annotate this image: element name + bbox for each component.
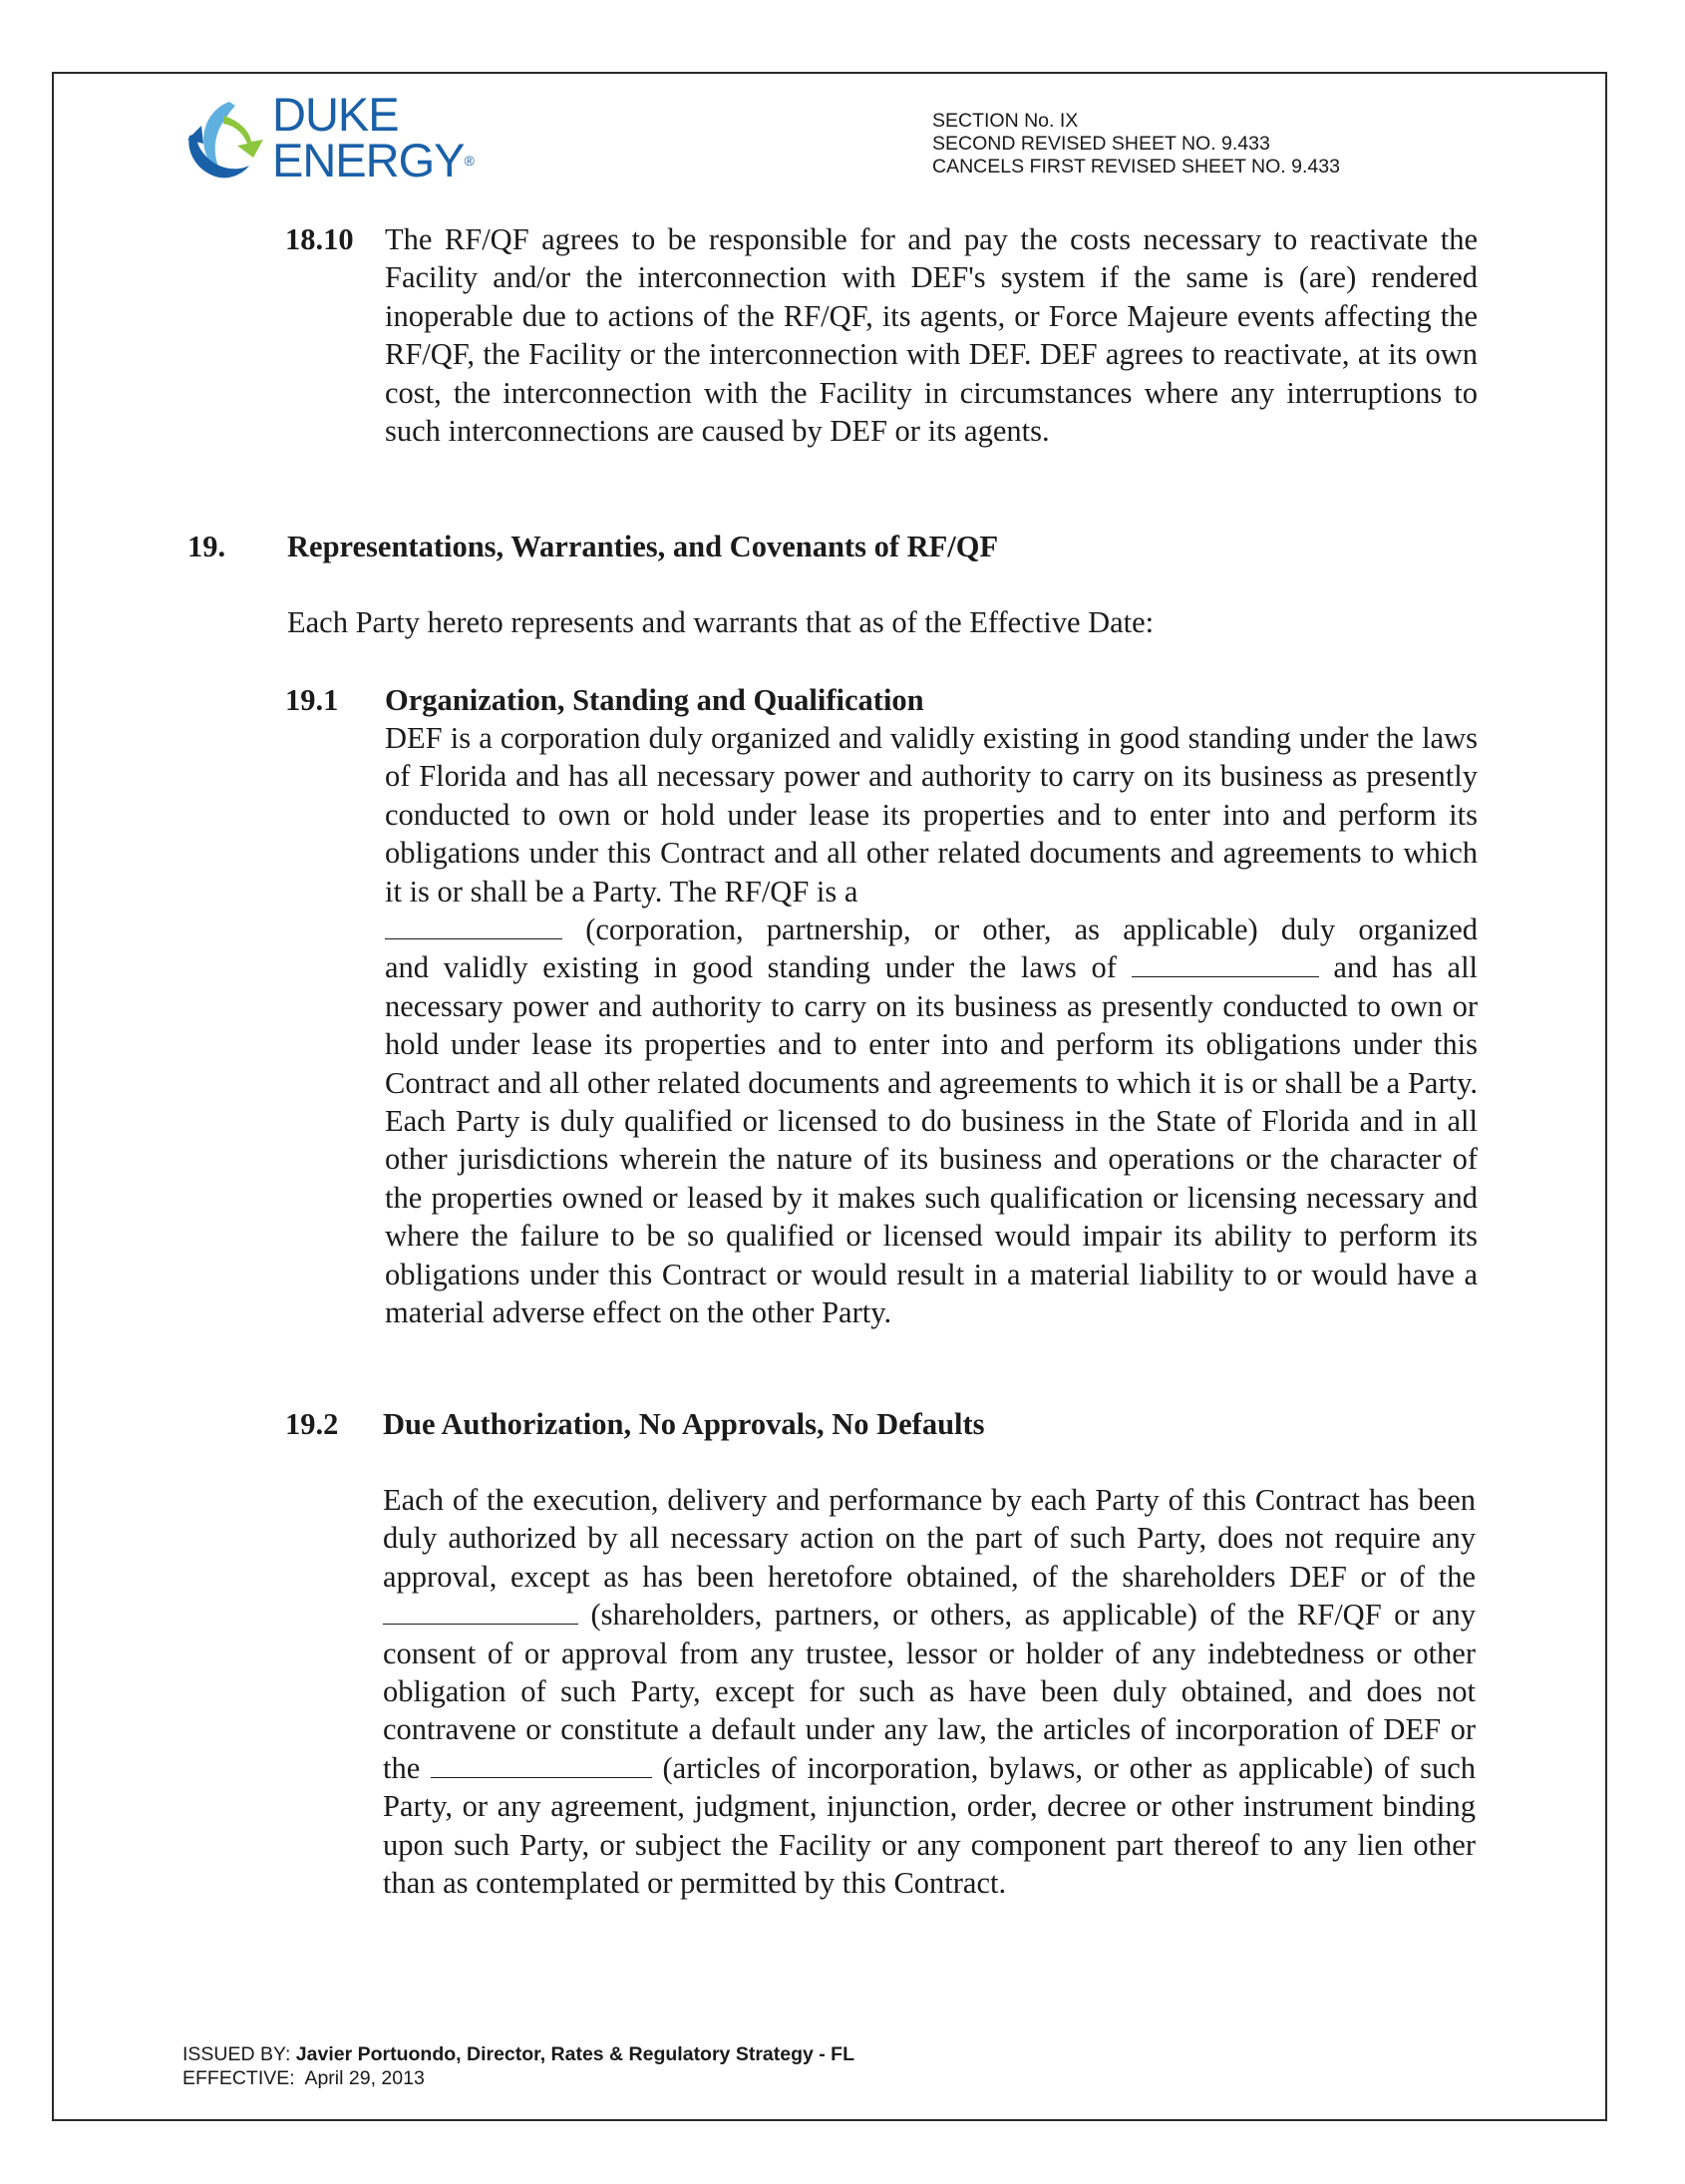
section-19-1-title: Organization, Standing and Qualification <box>385 683 924 717</box>
section-19-1-text-a: DEF is a corporation duly organized and validly existing in good standing under the laws of Florida and has all necessary power and authority to carry on its business as presently conducted to own or hold under lease its properties and to enter into and perform its obligations under this Contract and all other related documents and agreements to which it is or shall be a Party. The RF/QF is a <box>385 721 1478 909</box>
section-19-2-text-b: (shareholders, partners, or others, as applicable) of the RF/QF or any consent of or approval from any trustee, lessor or holder of any indebtedness or other obligation of such Party, except for such as have been duly obtained, and does not contravene or constitute a default under any law, the articles of incorporation of DEF or the <box>383 1598 1476 1785</box>
section-19-1-body <box>385 719 1478 1332</box>
section-19-1-text-c: and validly existing in good standing under the laws of <box>385 950 1117 985</box>
section-19-2-text-c: (articles of incorporation, bylaws, or other as applicable) of such Party, or any agreement, judgment, injunction, order, decree or other instrument binding upon such Party, or subject the Facility or any component part thereof to any lien other than as contemplated or permitted by this Contract. <box>383 1750 1476 1901</box>
section-19-1-text-e: necessary power and authority to carry on its business as presently conducted to own or hold under lease its properties and to enter into and perform its obligations under this Contract and all other related documents and agreements to which it is or shall be a Party. Each Party is duly qualified or licensed to do business in the State of Florida and in all other jurisdictions wherein the nature of its business and operations or the character of the properties owned or leased by it makes such qualification or licensing necessary and where the failure to be so qualified or licensed would impair its ability to perform its obligations under this Contract or would result in a material liability to or would have a material adverse effect on the other Party. <box>385 988 1478 1330</box>
issued-by-value: Javier Portuondo, Director, Rates & Regulatory Strategy - FL <box>295 2043 855 2065</box>
section-19-2-body <box>383 1481 1476 1902</box>
section-19-1-line-b <box>385 910 1478 948</box>
section-19-2-title: Due Authorization, No Approvals, No Defaults <box>383 1407 985 1441</box>
effective-value: April 29, 2013 <box>304 2067 425 2089</box>
sheet-header <box>932 110 1340 179</box>
effective-label: EFFECTIVE: <box>182 2067 295 2089</box>
section-19-1-line-c <box>385 948 1478 986</box>
section-19-1-number: 19.1 <box>285 683 339 717</box>
section-18-10-text: The RF/QF agrees to be responsible for and pay the costs necessary to reactivate the Facility and/or the interconnection with DEF's system if the same is (are) rendered inoperable due to actions of the RF/QF, its agents, or Force Majeure events affecting the RF/QF, the Facility or the interconnection with DEF. DEF agrees to reactivate, at its own cost, the interconnection with the Facility in circumstances where any interruptions to such interconnections are caused by DEF or its agents. <box>385 222 1478 449</box>
footer <box>182 2042 854 2090</box>
logo-line-energy: ENERGY <box>272 134 465 186</box>
section-number: SECTION No. IX <box>932 110 1079 132</box>
section-19-intro: Each Party hereto represents and warrants that as of the Effective Date: <box>287 605 1155 639</box>
section-19-2-number: 19.2 <box>285 1407 339 1441</box>
logo-line-duke: DUKE <box>272 88 399 141</box>
section-18-10-number: 18.10 <box>285 222 354 256</box>
jurisdiction-blank <box>1132 950 1319 977</box>
issued-by-label: ISSUED BY: <box>182 2043 291 2065</box>
section-19-title: Representations, Warranties, and Covenants of RF/QF <box>287 530 999 563</box>
duke-energy-logo <box>177 88 477 191</box>
duke-energy-logo-icon <box>177 96 269 187</box>
section-19-2-text-a: Each of the execution, delivery and performance by each Party of this Contract has been duly authorized by all necessary action on the part of such Party, does not require any approval, except as has been heretofore obtained, of the shareholders DEF or of the <box>383 1483 1476 1594</box>
articles-blank <box>431 1751 652 1778</box>
cancels-sheet: CANCELS FIRST REVISED SHEET NO. 9.433 <box>932 156 1340 178</box>
entity-type-blank <box>385 912 562 939</box>
section-19-number: 19. <box>187 530 226 563</box>
logo-reg-mark: ® <box>464 153 475 169</box>
section-19-1-text-b: (corporation, partnership, or other, as applicable) duly organized <box>585 912 1479 947</box>
sheet-number: SECOND REVISED SHEET NO. 9.433 <box>932 133 1270 155</box>
section-19-1-text-d: and has all <box>1333 950 1479 985</box>
shareholders-blank <box>383 1598 578 1625</box>
